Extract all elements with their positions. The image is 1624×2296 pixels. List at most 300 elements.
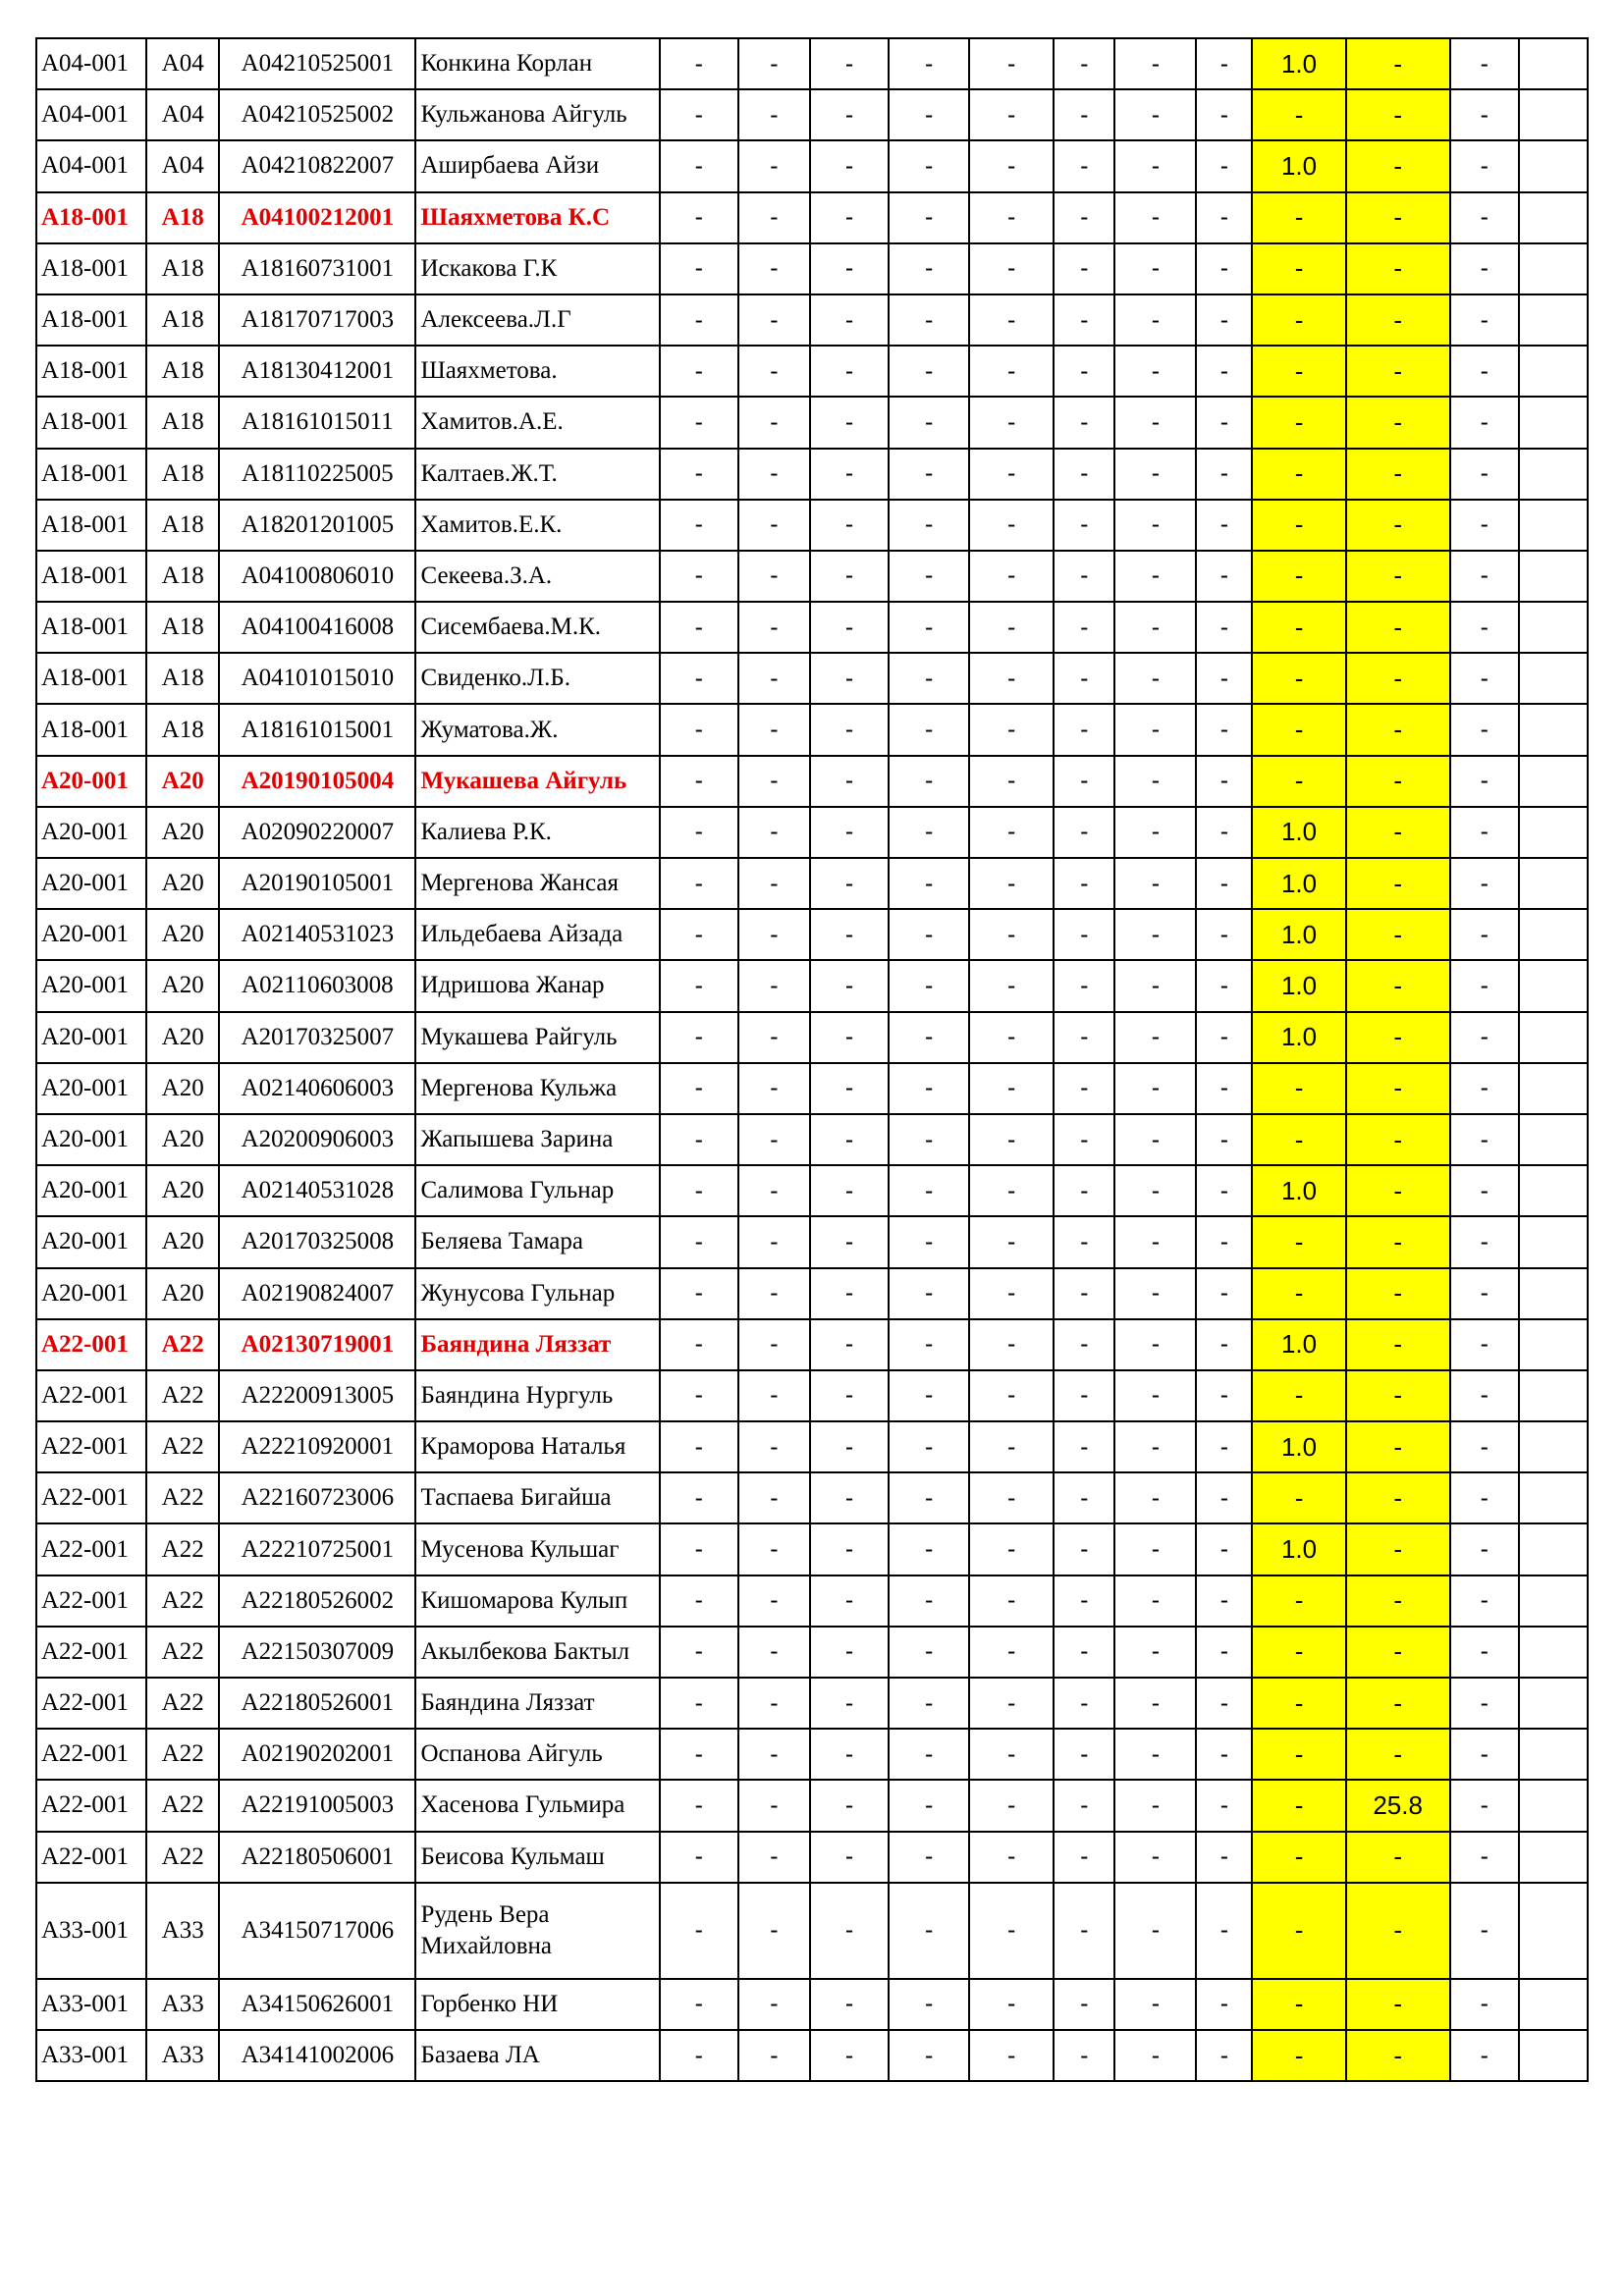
cell-value: - [660, 346, 738, 397]
cell-value: - [738, 1063, 810, 1114]
cell-value: - [1054, 294, 1114, 346]
cell-value: - [738, 1319, 810, 1370]
cell-value: - [969, 243, 1054, 294]
cell-id: A22150307009 [219, 1627, 415, 1678]
cell-value: - [969, 653, 1054, 704]
cell-value: - [1196, 1678, 1252, 1729]
cell-empty [1519, 397, 1588, 448]
cell-value: - [1054, 1472, 1114, 1523]
cell-group: A22 [146, 1319, 219, 1370]
cell-value: - [889, 449, 969, 500]
cell-name: Таспаева Бигайша [415, 1472, 659, 1523]
cell-value: - [1114, 140, 1196, 191]
cell-value: - [889, 807, 969, 858]
cell-value: - [969, 1216, 1054, 1267]
cell-value: - [1196, 1421, 1252, 1472]
cell-highlight-1: - [1252, 1268, 1345, 1319]
cell-id: A18161015011 [219, 397, 415, 448]
cell-value: - [1196, 1216, 1252, 1267]
cell-value: - [1114, 756, 1196, 807]
cell-id: A02090220007 [219, 807, 415, 858]
cell-value: - [1196, 500, 1252, 551]
cell-value: - [738, 1780, 810, 1831]
cell-tail: - [1450, 1421, 1519, 1472]
cell-value: - [1114, 1421, 1196, 1472]
cell-tail: - [1450, 192, 1519, 243]
cell-highlight-1: - [1252, 192, 1345, 243]
cell-value: - [1196, 1627, 1252, 1678]
cell-code: A22-001 [36, 1832, 146, 1883]
cell-value: - [1054, 1575, 1114, 1627]
cell-tail: - [1450, 1523, 1519, 1575]
cell-value: - [660, 294, 738, 346]
cell-value: - [660, 192, 738, 243]
cell-code: A20-001 [36, 1165, 146, 1216]
cell-value: - [738, 1370, 810, 1421]
cell-highlight-2: - [1346, 704, 1450, 755]
cell-tail: - [1450, 1114, 1519, 1165]
cell-group: A04 [146, 140, 219, 191]
cell-value: - [1196, 1883, 1252, 1979]
cell-highlight-2: - [1346, 140, 1450, 191]
cell-value: - [1196, 1063, 1252, 1114]
cell-value: - [1114, 602, 1196, 653]
cell-group: A22 [146, 1472, 219, 1523]
cell-highlight-2: - [1346, 653, 1450, 704]
cell-name: Конкина Корлан [415, 38, 659, 89]
cell-group: A18 [146, 704, 219, 755]
cell-empty [1519, 909, 1588, 960]
cell-highlight-1: 1.0 [1252, 909, 1345, 960]
cell-tail: - [1450, 1370, 1519, 1421]
cell-value: - [969, 1979, 1054, 2030]
cell-code: A20-001 [36, 1216, 146, 1267]
cell-value: - [738, 1114, 810, 1165]
cell-value: - [810, 192, 889, 243]
cell-value: - [660, 1979, 738, 2030]
cell-highlight-1: - [1252, 89, 1345, 140]
cell-code: A18-001 [36, 602, 146, 653]
cell-value: - [969, 1012, 1054, 1063]
cell-tail: - [1450, 1472, 1519, 1523]
table-row [36, 602, 1588, 653]
cell-value: - [810, 1421, 889, 1472]
cell-value: - [810, 1319, 889, 1370]
cell-name: Хамитов.А.Е. [415, 397, 659, 448]
table-row [36, 704, 1588, 755]
cell-highlight-1: - [1252, 1472, 1345, 1523]
cell-value: - [738, 858, 810, 909]
cell-value: - [738, 653, 810, 704]
cell-group: A33 [146, 1883, 219, 1979]
cell-value: - [738, 1729, 810, 1780]
table-row [36, 858, 1588, 909]
cell-highlight-1: - [1252, 2030, 1345, 2081]
cell-value: - [1196, 909, 1252, 960]
cell-highlight-2: - [1346, 1268, 1450, 1319]
cell-tail: - [1450, 449, 1519, 500]
table-row [36, 2030, 1588, 2081]
cell-highlight-2: - [1346, 294, 1450, 346]
cell-highlight-1: 1.0 [1252, 38, 1345, 89]
cell-value: - [1196, 243, 1252, 294]
cell-value: - [889, 2030, 969, 2081]
cell-value: - [660, 704, 738, 755]
table-row [36, 551, 1588, 602]
cell-value: - [1114, 294, 1196, 346]
cell-id: A04100806010 [219, 551, 415, 602]
cell-empty [1519, 1883, 1588, 1979]
cell-value: - [1114, 346, 1196, 397]
cell-value: - [1114, 500, 1196, 551]
cell-value: - [1196, 1165, 1252, 1216]
cell-tail: - [1450, 1832, 1519, 1883]
cell-id: A20170325008 [219, 1216, 415, 1267]
cell-value: - [810, 243, 889, 294]
cell-value: - [1114, 1678, 1196, 1729]
cell-tail: - [1450, 2030, 1519, 2081]
cell-value: - [1054, 38, 1114, 89]
cell-highlight-2: - [1346, 1979, 1450, 2030]
cell-empty [1519, 1370, 1588, 1421]
cell-value: - [969, 38, 1054, 89]
table-row [36, 346, 1588, 397]
cell-id: A22180506001 [219, 1832, 415, 1883]
cell-value: - [810, 1165, 889, 1216]
cell-name: Сисембаева.М.К. [415, 602, 659, 653]
cell-value: - [738, 1472, 810, 1523]
cell-value: - [889, 1268, 969, 1319]
cell-id: A02190202001 [219, 1729, 415, 1780]
cell-tail: - [1450, 1627, 1519, 1678]
table-row [36, 243, 1588, 294]
cell-group: A33 [146, 1979, 219, 2030]
cell-empty [1519, 294, 1588, 346]
cell-highlight-1: 1.0 [1252, 960, 1345, 1011]
cell-value: - [1054, 2030, 1114, 2081]
cell-value: - [810, 756, 889, 807]
cell-group: A20 [146, 858, 219, 909]
cell-value: - [1114, 1165, 1196, 1216]
cell-name: Баяндина Ляззат [415, 1678, 659, 1729]
cell-name: Рудень Вера Михайловна [415, 1883, 659, 1979]
cell-tail: - [1450, 756, 1519, 807]
cell-value: - [738, 397, 810, 448]
cell-value: - [810, 1114, 889, 1165]
cell-code: A22-001 [36, 1370, 146, 1421]
cell-id: A18201201005 [219, 500, 415, 551]
cell-id: A34150717006 [219, 1883, 415, 1979]
cell-code: A22-001 [36, 1678, 146, 1729]
cell-value: - [1196, 294, 1252, 346]
cell-highlight-1: - [1252, 704, 1345, 755]
cell-tail: - [1450, 1780, 1519, 1831]
cell-value: - [969, 397, 1054, 448]
cell-code: A04-001 [36, 89, 146, 140]
cell-value: - [889, 1114, 969, 1165]
cell-value: - [738, 1012, 810, 1063]
cell-value: - [1114, 960, 1196, 1011]
cell-value: - [660, 1165, 738, 1216]
cell-code: A20-001 [36, 1268, 146, 1319]
cell-name: Аширбаева Айзи [415, 140, 659, 191]
cell-highlight-1: - [1252, 602, 1345, 653]
cell-empty [1519, 449, 1588, 500]
cell-value: - [889, 1832, 969, 1883]
cell-group: A33 [146, 2030, 219, 2081]
cell-name: Идришова Жанар [415, 960, 659, 1011]
cell-value: - [660, 1575, 738, 1627]
cell-value: - [1114, 1216, 1196, 1267]
cell-code: A33-001 [36, 1979, 146, 2030]
cell-value: - [660, 38, 738, 89]
cell-highlight-1: - [1252, 1627, 1345, 1678]
cell-value: - [810, 704, 889, 755]
cell-code: A20-001 [36, 1012, 146, 1063]
cell-highlight-2: - [1346, 807, 1450, 858]
cell-value: - [969, 1832, 1054, 1883]
cell-id: A34150626001 [219, 1979, 415, 2030]
cell-value: - [969, 960, 1054, 1011]
cell-value: - [738, 1883, 810, 1979]
cell-group: A22 [146, 1627, 219, 1678]
cell-value: - [1196, 858, 1252, 909]
cell-value: - [660, 1216, 738, 1267]
cell-code: A20-001 [36, 960, 146, 1011]
cell-name: Оспанова Айгуль [415, 1729, 659, 1780]
cell-value: - [1196, 1832, 1252, 1883]
cell-tail: - [1450, 89, 1519, 140]
cell-value: - [1114, 909, 1196, 960]
cell-value: - [889, 1979, 969, 2030]
cell-value: - [1196, 1319, 1252, 1370]
cell-value: - [1054, 653, 1114, 704]
cell-group: A22 [146, 1780, 219, 1831]
cell-value: - [1196, 1575, 1252, 1627]
cell-tail: - [1450, 1678, 1519, 1729]
cell-highlight-1: 1.0 [1252, 1421, 1345, 1472]
cell-value: - [738, 1165, 810, 1216]
cell-highlight-2: - [1346, 89, 1450, 140]
cell-value: - [810, 1979, 889, 2030]
cell-value: - [1196, 89, 1252, 140]
cell-tail: - [1450, 653, 1519, 704]
cell-value: - [889, 1012, 969, 1063]
cell-value: - [1054, 397, 1114, 448]
cell-highlight-1: 1.0 [1252, 1012, 1345, 1063]
cell-name: Свиденко.Л.Б. [415, 653, 659, 704]
cell-value: - [1114, 1979, 1196, 2030]
cell-value: - [810, 653, 889, 704]
cell-id: A18170717003 [219, 294, 415, 346]
cell-tail: - [1450, 960, 1519, 1011]
cell-id: A20190105004 [219, 756, 415, 807]
cell-value: - [810, 1063, 889, 1114]
cell-group: A18 [146, 346, 219, 397]
cell-value: - [1196, 1012, 1252, 1063]
cell-name: Хамитов.Е.К. [415, 500, 659, 551]
cell-highlight-1: - [1252, 1678, 1345, 1729]
cell-group: A20 [146, 960, 219, 1011]
cell-highlight-1: - [1252, 756, 1345, 807]
cell-value: - [1196, 1979, 1252, 2030]
cell-value: - [738, 807, 810, 858]
cell-id: A22191005003 [219, 1780, 415, 1831]
table-body [36, 38, 1588, 2081]
cell-value: - [1054, 807, 1114, 858]
table-row [36, 1523, 1588, 1575]
cell-value: - [1114, 807, 1196, 858]
cell-group: A04 [146, 89, 219, 140]
cell-highlight-2: - [1346, 1421, 1450, 1472]
cell-name: Ильдебаева Айзада [415, 909, 659, 960]
cell-value: - [1114, 1575, 1196, 1627]
table-row [36, 89, 1588, 140]
cell-value: - [969, 858, 1054, 909]
cell-value: - [738, 192, 810, 243]
cell-name: Беисова Кульмаш [415, 1832, 659, 1883]
cell-id: A02190824007 [219, 1268, 415, 1319]
cell-code: A18-001 [36, 294, 146, 346]
cell-value: - [1054, 858, 1114, 909]
cell-highlight-2: - [1346, 960, 1450, 1011]
cell-highlight-2: - [1346, 1063, 1450, 1114]
cell-value: - [969, 500, 1054, 551]
cell-value: - [969, 1370, 1054, 1421]
cell-value: - [1114, 89, 1196, 140]
cell-value: - [660, 449, 738, 500]
cell-value: - [1054, 909, 1114, 960]
cell-empty [1519, 1165, 1588, 1216]
cell-value: - [1054, 1063, 1114, 1114]
cell-empty [1519, 756, 1588, 807]
cell-value: - [1054, 602, 1114, 653]
cell-tail: - [1450, 1319, 1519, 1370]
cell-highlight-2: - [1346, 1114, 1450, 1165]
cell-highlight-1: 1.0 [1252, 1165, 1345, 1216]
cell-code: A20-001 [36, 909, 146, 960]
cell-value: - [969, 140, 1054, 191]
cell-empty [1519, 1319, 1588, 1370]
cell-group: A22 [146, 1370, 219, 1421]
cell-empty [1519, 551, 1588, 602]
cell-highlight-2: - [1346, 909, 1450, 960]
cell-highlight-1: - [1252, 346, 1345, 397]
table-row [36, 1627, 1588, 1678]
cell-value: - [1114, 1883, 1196, 1979]
cell-highlight-2: - [1346, 1729, 1450, 1780]
cell-value: - [969, 1729, 1054, 1780]
cell-code: A33-001 [36, 2030, 146, 2081]
table-row [36, 1883, 1588, 1979]
cell-value: - [738, 294, 810, 346]
cell-code: A18-001 [36, 346, 146, 397]
cell-empty [1519, 1216, 1588, 1267]
cell-id: A04210822007 [219, 140, 415, 191]
cell-id: A02110603008 [219, 960, 415, 1011]
cell-highlight-2: - [1346, 1370, 1450, 1421]
cell-name: Мукашева Райгуль [415, 1012, 659, 1063]
cell-highlight-2: - [1346, 858, 1450, 909]
cell-value: - [810, 2030, 889, 2081]
cell-value: - [889, 1523, 969, 1575]
cell-code: A20-001 [36, 1063, 146, 1114]
cell-tail: - [1450, 858, 1519, 909]
cell-name: Секеева.З.А. [415, 551, 659, 602]
cell-tail: - [1450, 1063, 1519, 1114]
cell-value: - [738, 1678, 810, 1729]
cell-value: - [810, 500, 889, 551]
cell-value: - [660, 397, 738, 448]
cell-value: - [1114, 1268, 1196, 1319]
cell-value: - [660, 1421, 738, 1472]
cell-value: - [810, 449, 889, 500]
cell-empty [1519, 192, 1588, 243]
cell-value: - [1196, 1729, 1252, 1780]
table-row [36, 653, 1588, 704]
cell-id: A18160731001 [219, 243, 415, 294]
cell-value: - [1196, 756, 1252, 807]
cell-value: - [889, 1421, 969, 1472]
cell-value: - [1054, 1421, 1114, 1472]
cell-name: Кишомарова Кулып [415, 1575, 659, 1627]
cell-value: - [969, 602, 1054, 653]
cell-group: A18 [146, 449, 219, 500]
cell-value: - [1114, 551, 1196, 602]
cell-value: - [738, 551, 810, 602]
cell-empty [1519, 346, 1588, 397]
cell-highlight-2: - [1346, 551, 1450, 602]
cell-highlight-2: - [1346, 243, 1450, 294]
cell-group: A18 [146, 500, 219, 551]
cell-value: - [660, 243, 738, 294]
cell-value: - [810, 1780, 889, 1831]
cell-code: A04-001 [36, 38, 146, 89]
cell-value: - [889, 1319, 969, 1370]
cell-value: - [969, 756, 1054, 807]
cell-id: A18110225005 [219, 449, 415, 500]
cell-empty [1519, 1268, 1588, 1319]
cell-value: - [810, 1883, 889, 1979]
table-row [36, 140, 1588, 191]
cell-code: A18-001 [36, 551, 146, 602]
cell-value: - [738, 909, 810, 960]
cell-tail: - [1450, 1979, 1519, 2030]
table-row [36, 807, 1588, 858]
cell-id: A34141002006 [219, 2030, 415, 2081]
cell-value: - [1054, 243, 1114, 294]
cell-empty [1519, 1729, 1588, 1780]
cell-value: - [810, 1216, 889, 1267]
cell-highlight-1: - [1252, 449, 1345, 500]
cell-empty [1519, 1780, 1588, 1831]
cell-value: - [660, 1627, 738, 1678]
cell-code: A18-001 [36, 653, 146, 704]
cell-value: - [810, 551, 889, 602]
cell-group: A18 [146, 653, 219, 704]
cell-empty [1519, 1063, 1588, 1114]
cell-highlight-2: - [1346, 1165, 1450, 1216]
cell-id: A04210525002 [219, 89, 415, 140]
cell-empty [1519, 1012, 1588, 1063]
cell-id: A18130412001 [219, 346, 415, 397]
cell-value: - [1114, 38, 1196, 89]
cell-group: A18 [146, 294, 219, 346]
cell-name: Базаева ЛА [415, 2030, 659, 2081]
cell-value: - [969, 1627, 1054, 1678]
cell-value: - [738, 960, 810, 1011]
cell-value: - [969, 1421, 1054, 1472]
